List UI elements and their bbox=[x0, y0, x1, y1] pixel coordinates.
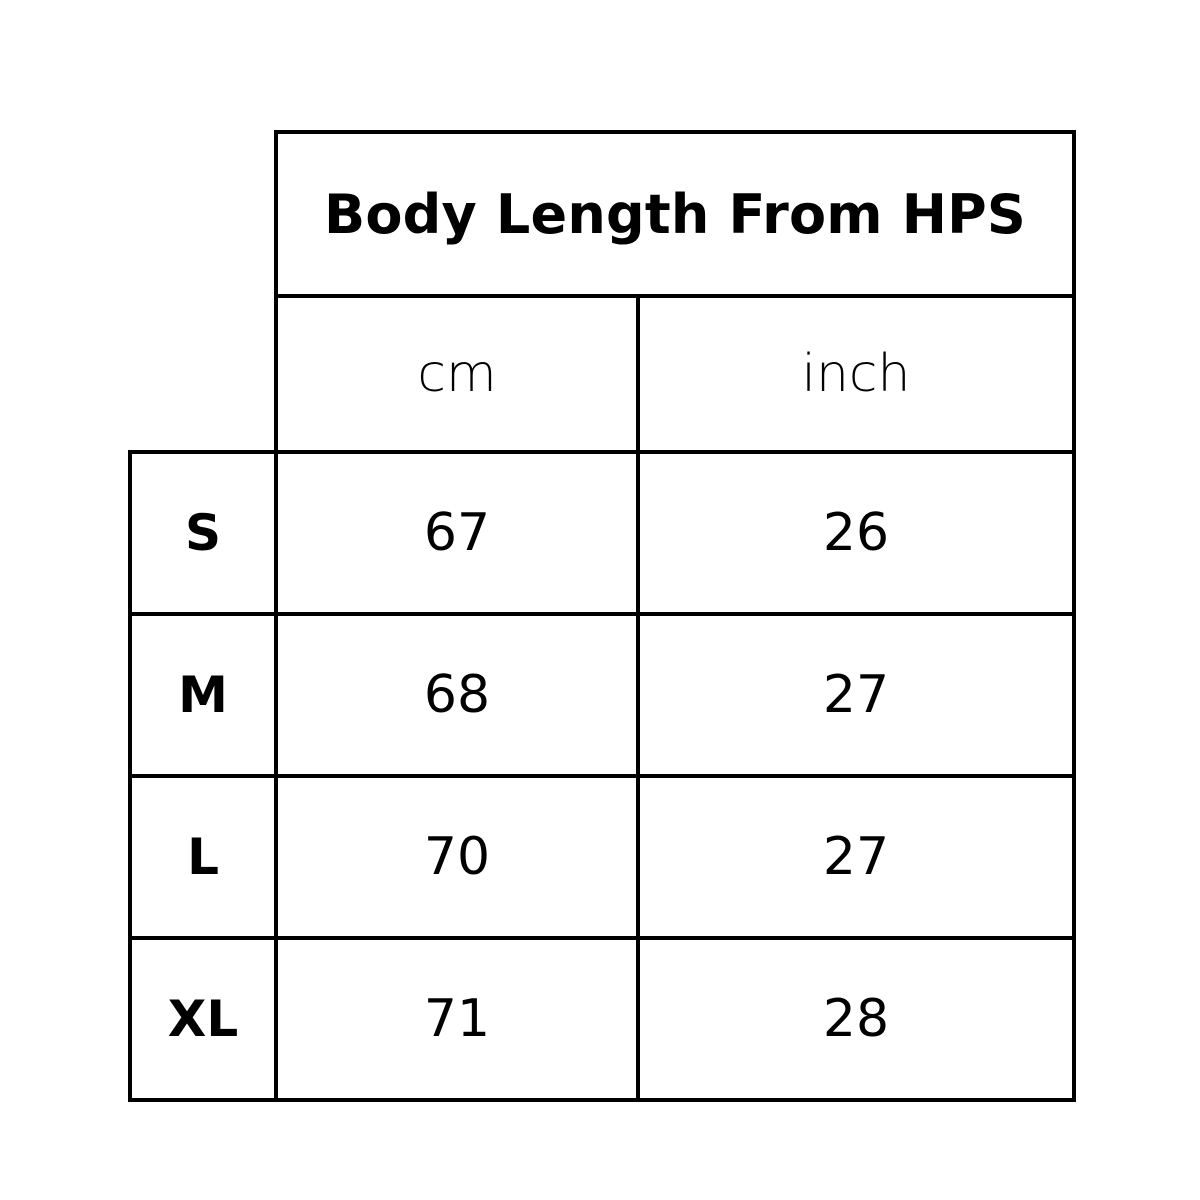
table-row bbox=[130, 452, 1074, 614]
corner-blank-cell bbox=[130, 132, 276, 296]
row-label-l: L bbox=[130, 776, 276, 938]
row-label-m: M bbox=[130, 614, 276, 776]
corner-blank-cell-2 bbox=[130, 296, 276, 452]
cell-l-cm: 70 bbox=[276, 776, 638, 938]
row-label-s: S bbox=[130, 452, 276, 614]
cell-m-cm: 68 bbox=[276, 614, 638, 776]
page-title: Body Length From HPS bbox=[276, 132, 1074, 296]
table-header-row bbox=[130, 296, 1074, 452]
cell-l-inch: 27 bbox=[638, 776, 1074, 938]
cell-xl-inch: 28 bbox=[638, 938, 1074, 1100]
table-row bbox=[130, 938, 1074, 1100]
size-chart bbox=[128, 130, 1072, 1102]
column-header-inch: inch bbox=[638, 296, 1074, 452]
row-label-xl: XL bbox=[130, 938, 276, 1100]
cell-s-cm: 67 bbox=[276, 452, 638, 614]
table-row bbox=[130, 776, 1074, 938]
cell-xl-cm: 71 bbox=[276, 938, 638, 1100]
table-title-row bbox=[130, 132, 1074, 296]
column-header-cm: cm bbox=[276, 296, 638, 452]
cell-m-inch: 27 bbox=[638, 614, 1074, 776]
table-row bbox=[130, 614, 1074, 776]
cell-s-inch: 26 bbox=[638, 452, 1074, 614]
size-table bbox=[128, 130, 1076, 1102]
